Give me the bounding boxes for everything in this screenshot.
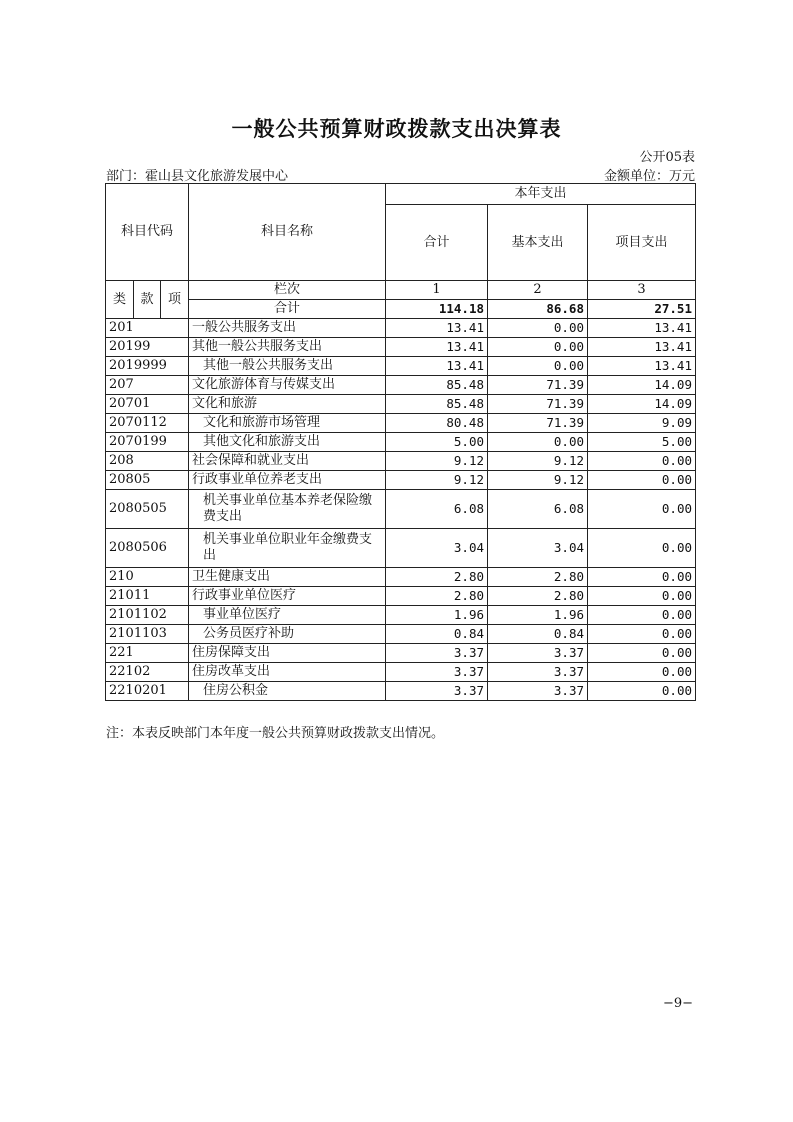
department-label: 部门：霍山县文化旅游发展中心: [106, 169, 289, 184]
table-row: [106, 395, 696, 414]
row-project: 0.00: [588, 663, 696, 682]
table-row: [106, 338, 696, 357]
header-project: 项目支出: [588, 205, 696, 281]
row-name: 公务员医疗补助: [189, 625, 386, 644]
table-row: [106, 625, 696, 644]
row-name: 住房公积金: [189, 682, 386, 701]
row-total: 1.96: [386, 606, 488, 625]
row-name: 文化和旅游市场管理: [189, 414, 386, 433]
row-project: 0.00: [588, 644, 696, 663]
table-row: [106, 452, 696, 471]
row-code: 20199: [106, 338, 189, 357]
row-basic: 0.00: [488, 319, 588, 338]
row-total: 2.80: [386, 587, 488, 606]
row-name: 机关事业单位职业年金缴费支出: [189, 529, 386, 568]
row-name: 住房改革支出: [189, 663, 386, 682]
header-col2: 2: [488, 281, 588, 300]
row-total: 13.41: [386, 319, 488, 338]
row-code: 2080505: [106, 490, 189, 529]
table-row: [106, 606, 696, 625]
row-basic: 71.39: [488, 395, 588, 414]
row-code: 207: [106, 376, 189, 395]
unit-label: 金额单位：万元: [603, 169, 695, 184]
row-code: 20805: [106, 471, 189, 490]
row-project: 0.00: [588, 682, 696, 701]
row-name: 行政事业单位医疗: [189, 587, 386, 606]
header-name: 科目名称: [189, 184, 386, 281]
row-total: 5.00: [386, 433, 488, 452]
row-project: 5.00: [588, 433, 696, 452]
row-name: 文化和旅游: [189, 395, 386, 414]
row-code: 2101103: [106, 625, 189, 644]
row-project: 14.09: [588, 395, 696, 414]
expenditure-table: [105, 183, 696, 701]
row-project: 9.09: [588, 414, 696, 433]
table-row: [106, 319, 696, 338]
page-number: −9−: [662, 996, 693, 1011]
header-year-spend: 本年支出: [386, 184, 696, 205]
row-basic: 1.96: [488, 606, 588, 625]
page-title: 一般公共预算财政拨款支出决算表: [231, 116, 562, 141]
table-row: [106, 471, 696, 490]
table-code: 公开05表: [639, 150, 695, 165]
row-basic: 9.12: [488, 452, 588, 471]
row-name: 卫生健康支出: [189, 568, 386, 587]
row-total: 3.04: [386, 529, 488, 568]
row-project: 0.00: [588, 529, 696, 568]
table-row: [106, 414, 696, 433]
table-row: [106, 682, 696, 701]
row-code: 208: [106, 452, 189, 471]
row-basic: 71.39: [488, 414, 588, 433]
row-project: 14.09: [588, 376, 696, 395]
row-code: 20701: [106, 395, 189, 414]
header-xiang: 项: [161, 281, 189, 319]
row-code: 201: [106, 319, 189, 338]
row-basic: 2.80: [488, 587, 588, 606]
row-total: 9.12: [386, 471, 488, 490]
table-row: [106, 587, 696, 606]
table-note: 注：本表反映部门本年度一般公共预算财政拨款支出情况。: [106, 726, 445, 741]
row-basic: 0.00: [488, 357, 588, 376]
row-name: 事业单位医疗: [189, 606, 386, 625]
row-total: 2.80: [386, 568, 488, 587]
row-total: 0.84: [386, 625, 488, 644]
row-basic: 3.04: [488, 529, 588, 568]
row-total: 85.48: [386, 395, 488, 414]
row-total: 9.12: [386, 452, 488, 471]
row-basic: 0.00: [488, 433, 588, 452]
row-project: 0.00: [588, 587, 696, 606]
table-row: [106, 568, 696, 587]
total-row-label: 合计: [189, 300, 386, 319]
row-code: 221: [106, 644, 189, 663]
header-basic: 基本支出: [488, 205, 588, 281]
row-code: 2080506: [106, 529, 189, 568]
row-total: 3.37: [386, 644, 488, 663]
row-project: 13.41: [588, 338, 696, 357]
row-project: 13.41: [588, 357, 696, 376]
table-row: [106, 644, 696, 663]
header-col-index: 栏次: [189, 281, 386, 300]
row-name: 其他一般公共服务支出: [189, 357, 386, 376]
row-code: 22102: [106, 663, 189, 682]
row-basic: 3.37: [488, 663, 588, 682]
row-code: 21011: [106, 587, 189, 606]
header-col1: 1: [386, 281, 488, 300]
row-total: 13.41: [386, 357, 488, 376]
total-row-project: 27.51: [588, 300, 696, 319]
row-name: 行政事业单位养老支出: [189, 471, 386, 490]
row-total: 80.48: [386, 414, 488, 433]
row-project: 0.00: [588, 625, 696, 644]
row-basic: 3.37: [488, 682, 588, 701]
row-basic: 2.80: [488, 568, 588, 587]
row-name: 机关事业单位基本养老保险缴费支出: [189, 490, 386, 529]
table-row: [106, 376, 696, 395]
row-code: 2019999: [106, 357, 189, 376]
row-basic: 6.08: [488, 490, 588, 529]
table-row: [106, 357, 696, 376]
row-total: 6.08: [386, 490, 488, 529]
row-code: 2070199: [106, 433, 189, 452]
row-project: 0.00: [588, 452, 696, 471]
total-row-basic: 86.68: [488, 300, 588, 319]
row-code: 2070112: [106, 414, 189, 433]
row-total: 3.37: [386, 682, 488, 701]
table-row: [106, 433, 696, 452]
row-code: 210: [106, 568, 189, 587]
row-name: 住房保障支出: [189, 644, 386, 663]
row-project: 0.00: [588, 568, 696, 587]
row-total: 3.37: [386, 663, 488, 682]
row-code: 2101102: [106, 606, 189, 625]
row-total: 85.48: [386, 376, 488, 395]
header-total: 合计: [386, 205, 488, 281]
total-row-total: 114.18: [386, 300, 488, 319]
header-col3: 3: [588, 281, 696, 300]
header-kuan: 款: [134, 281, 161, 319]
header-code-group: 科目代码: [106, 184, 189, 281]
row-basic: 9.12: [488, 471, 588, 490]
row-project: 13.41: [588, 319, 696, 338]
table-row: [106, 490, 696, 529]
row-code: 2210201: [106, 682, 189, 701]
row-project: 0.00: [588, 606, 696, 625]
row-total: 13.41: [386, 338, 488, 357]
row-name: 其他文化和旅游支出: [189, 433, 386, 452]
row-name: 一般公共服务支出: [189, 319, 386, 338]
row-basic: 3.37: [488, 644, 588, 663]
row-basic: 0.84: [488, 625, 588, 644]
row-name: 其他一般公共服务支出: [189, 338, 386, 357]
header-lei: 类: [106, 281, 134, 319]
row-project: 0.00: [588, 490, 696, 529]
table-row: [106, 663, 696, 682]
row-name: 社会保障和就业支出: [189, 452, 386, 471]
row-project: 0.00: [588, 471, 696, 490]
row-name: 文化旅游体育与传媒支出: [189, 376, 386, 395]
row-basic: 0.00: [488, 338, 588, 357]
row-basic: 71.39: [488, 376, 588, 395]
table-row: [106, 529, 696, 568]
